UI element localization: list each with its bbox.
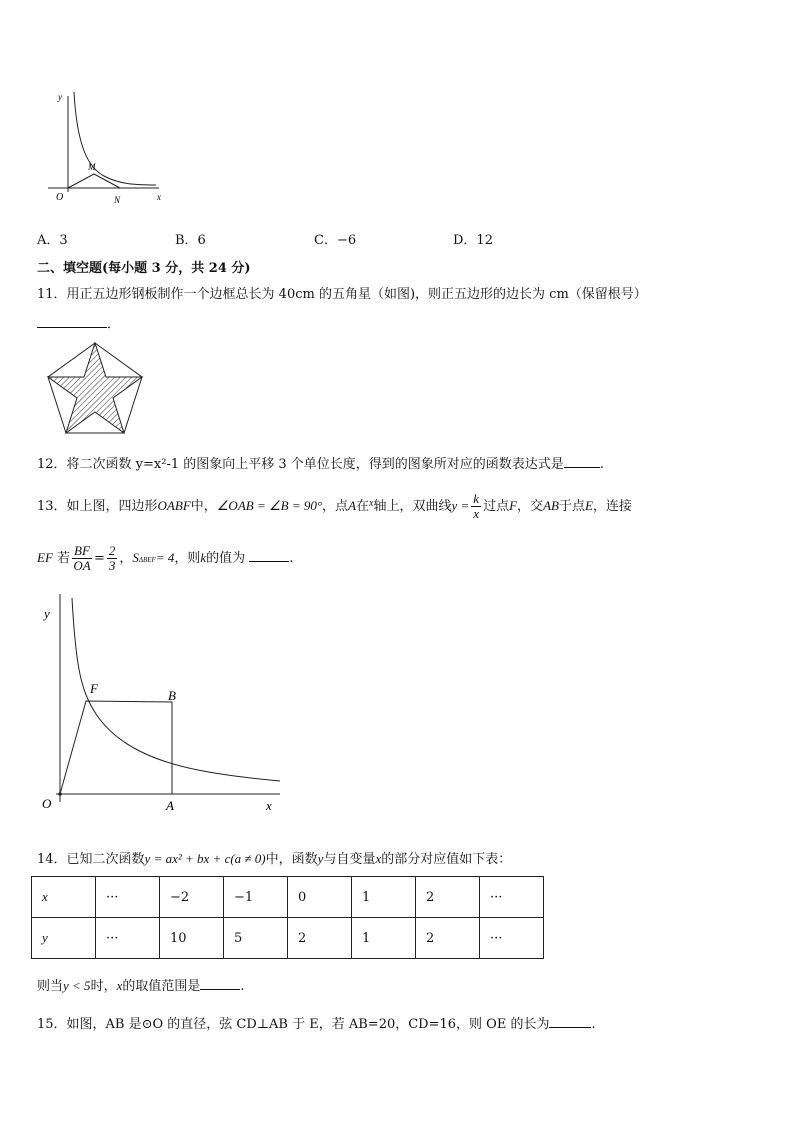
q11-text: 11．用正五边形钢板制作一个边框总长为 40cm 的五角星（如图)，则正五边形的边长为 cm（保留根号） [37,287,647,302]
q13-mid5: 过点 [483,499,510,514]
q13-x-label: x [266,798,272,813]
option-b: B．6 [175,233,206,248]
q14-answer-line [37,975,245,994]
q13-three: 3 [108,558,116,573]
q13-pt-e: E [584,498,593,513]
q13-mid8: ，连接 [592,499,632,514]
q13-f-label: F [90,681,98,696]
q13-mid6: ，交 [517,499,544,514]
q13-shape: OABF [157,498,191,513]
q13-axis-x: x [369,498,374,509]
option-d: D．12 [453,233,493,248]
table-cell: −2 [160,877,224,918]
q13-if: 若 [57,551,71,566]
q13-tail: . [289,551,294,566]
q13-mid3: 在 [356,499,370,514]
q14-answer-x: x [116,978,123,993]
q14-mid2: 与自变量 [323,852,376,867]
table-cell: 2 [416,918,480,959]
q13-pt-f: F [509,498,518,513]
q13-seg-ab: AB [543,498,559,513]
q13-hyperbola [72,598,280,781]
q13-bf-over-oa [72,544,92,573]
q13-s-sub: ΔBEF [138,556,156,564]
table-cell: y [32,918,96,959]
q13-blank[interactable] [249,549,289,562]
table-cell: ··· [96,918,160,959]
q13-x: x [473,506,480,521]
table-cell: 10 [160,918,224,959]
table-cell: 2 [288,918,352,959]
q11-blank[interactable] [37,315,107,328]
q13-eq: = [93,551,105,566]
q13-s-label: S [132,550,139,565]
q13-line1 [37,492,632,521]
table-cell: ··· [480,877,544,918]
q10-m-label: M [88,162,96,172]
q14-y: y [317,851,324,866]
q14-answer-end: 的取值范围是 [122,979,201,994]
q13-k: k [473,491,480,506]
q14-answer-mid: 时， [90,979,117,994]
option-c: C．−6 [314,233,357,248]
q13-y-label: y [44,606,50,621]
q10-y-label: y [58,92,62,102]
q13-k2: k [200,550,207,565]
table-cell: ··· [96,877,160,918]
q10-x-label: x [157,192,161,202]
q14-expr: y = ax² + bx + c(a ≠ 0) [144,851,266,866]
values-table [31,876,544,959]
q15-tail: . [591,1017,596,1032]
q13-b-label: B [168,688,176,703]
q13-oa: OA [73,558,91,573]
q13-k-over-x [471,492,481,521]
table-cell: ··· [480,918,544,959]
q13-origin-dot [58,792,62,796]
q13-two-thirds [107,544,118,573]
table-cell: 1 [352,877,416,918]
q10-figure [44,88,169,206]
q13-comma: ， [119,551,133,566]
q13-figure [38,592,288,816]
q10-origin-label: O [56,192,64,203]
q13-origin-label: O [42,796,52,811]
table-cell: 0 [288,877,352,918]
q10-n-label: N [114,195,121,205]
table-cell: 1 [352,918,416,959]
q13-ef: EF [37,550,53,565]
q13-quadrilateral [60,701,172,794]
q13-mid1: 中， [190,499,217,514]
q15-line [37,1013,596,1032]
q11-tail: ． [107,317,121,332]
q12-text: 12．将二次函数 y=x²-1 的图象向上平移 3 个单位长度，得到的图象所对应的函数表达式是 [37,457,564,472]
q14-answer-pre: 则当 [37,979,64,994]
q13-end: 的值为 [206,551,246,566]
q13-mid4: 轴上，双曲线 [373,499,452,514]
q14-intro: 14．已知二次函数 [37,852,145,867]
q12-tail: . [599,457,604,472]
q14-mid: 中，函数 [265,852,318,867]
q14-x: x [375,851,382,866]
q13-mid2: ，点 [322,499,349,514]
q13-bf: BF [74,543,90,558]
q13-intro: 13．如上图，四边形 [37,499,158,514]
q13-line2 [37,544,293,573]
q11-answer-line [37,313,120,332]
q15-blank[interactable] [549,1015,591,1028]
q13-pt-a: A [348,498,357,513]
q14-tail: . [240,979,245,994]
table-cell: 2 [416,877,480,918]
q10-triangle [68,174,120,188]
q13-then: ，则 [174,551,201,566]
q13-curve-lhs: y = [451,498,470,513]
q10-hyperbola [74,92,156,185]
q12-line [37,453,604,472]
section-title: 二、填空题(每小题 3 分，共 24 分) [37,261,251,276]
q14-answer-cond: y < 5 [63,978,91,993]
table-cell: 5 [224,918,288,959]
q13-angles: ∠OAB = ∠B = 90° [216,498,323,513]
q13-s-val: = 4 [155,550,175,565]
q13-mid7: 于点 [558,499,585,514]
table-row-x [32,877,544,918]
q14-end: 的部分对应值如下表： [381,852,512,867]
q14-blank[interactable] [200,977,240,990]
pentagon-star-figure [44,340,146,438]
q13-a-label: A [166,798,174,813]
table-cell: −1 [224,877,288,918]
q14-line [37,848,511,867]
q13-two: 2 [108,543,116,558]
q15-text: 15．如图，AB 是⊙O 的直径，弦 CD⊥AB 于 E，若 AB=20，CD=16，则 OE 的长为 [37,1017,550,1032]
table-row-y [32,918,544,959]
q12-blank[interactable] [564,455,600,468]
option-a: A．3 [37,233,68,248]
table-cell: x [32,877,96,918]
